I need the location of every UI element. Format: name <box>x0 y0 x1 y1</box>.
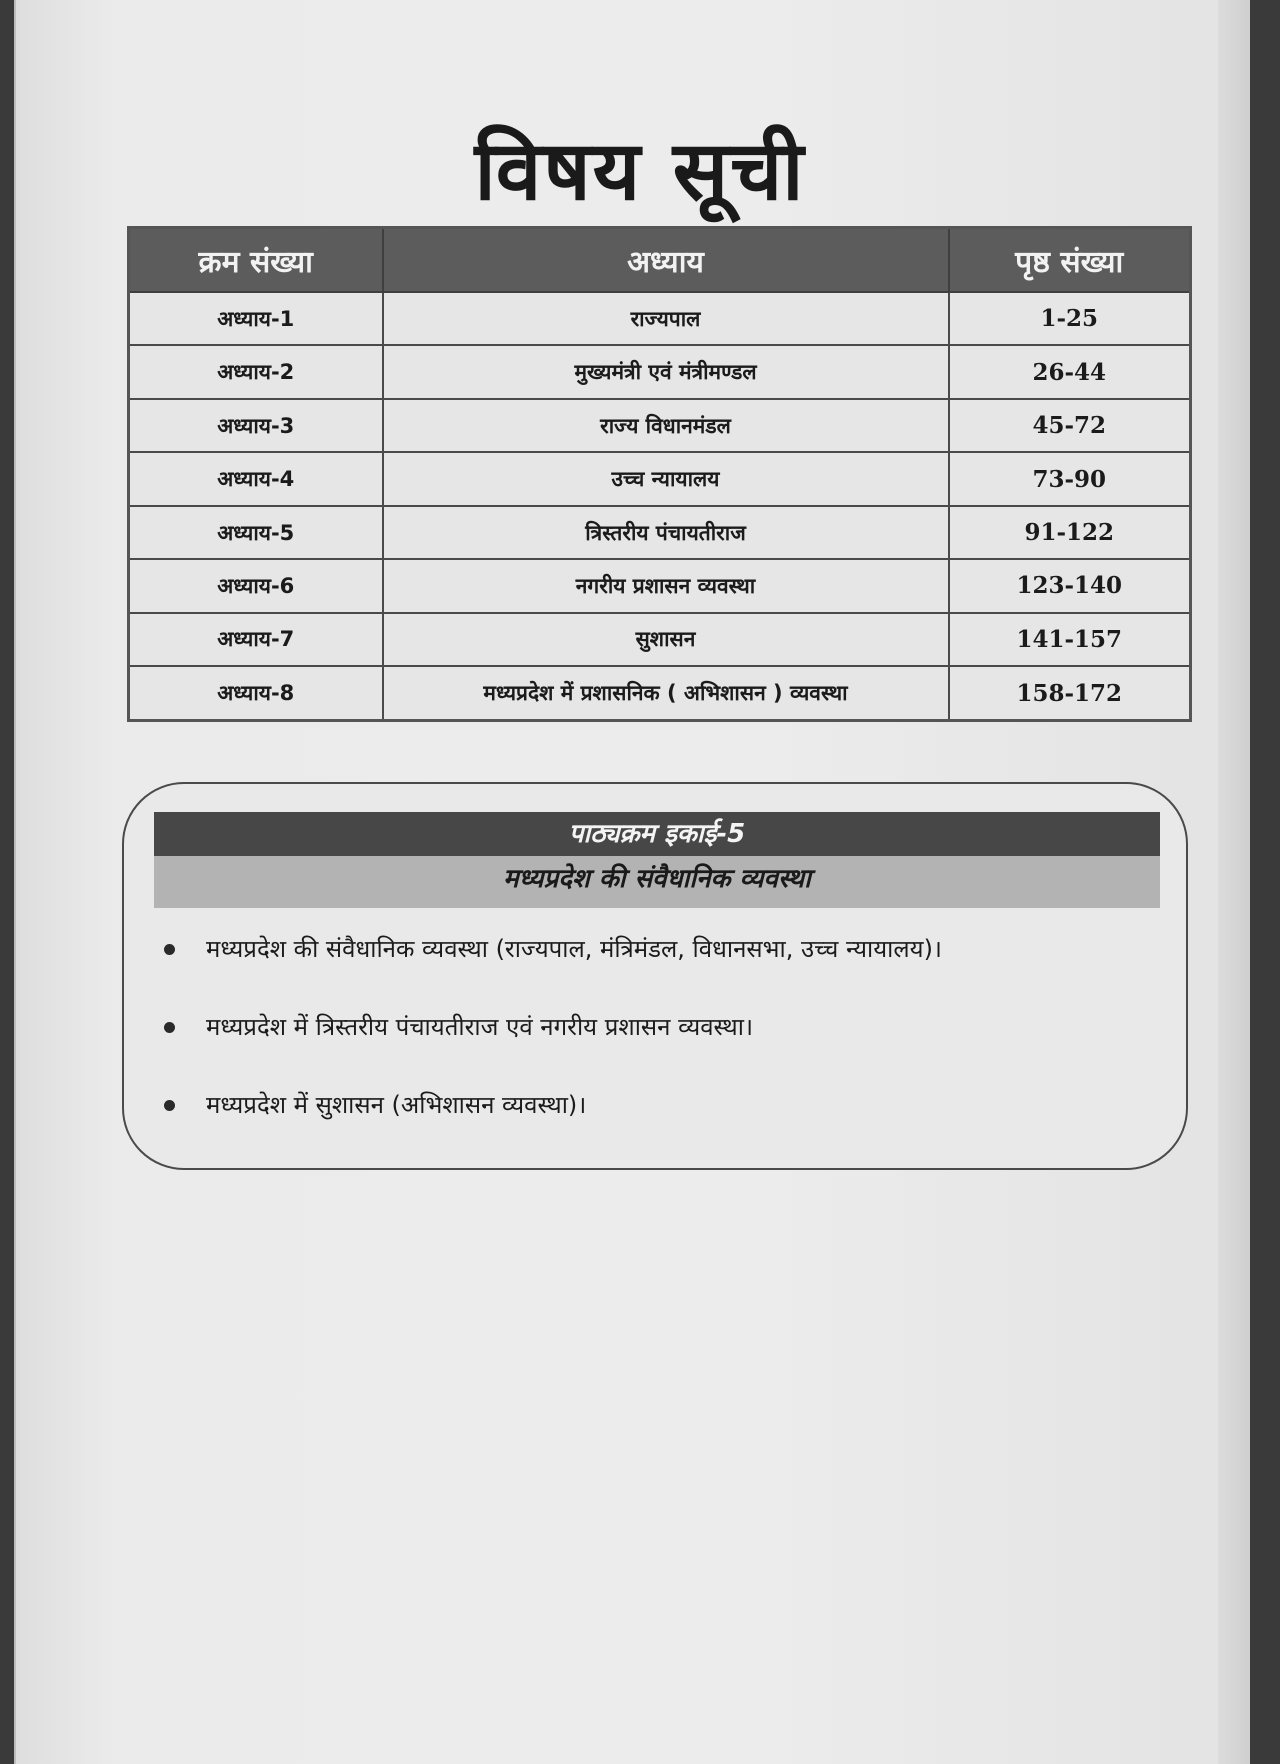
page-range: 141-157 <box>949 613 1191 666</box>
chapter-title: राज्यपाल <box>383 292 949 345</box>
chapter-number: अध्याय-1 <box>129 292 383 345</box>
chapter-number: अध्याय-7 <box>129 613 383 666</box>
list-item-text: मध्यप्रदेश में सुशासन (अभिशासन व्यवस्था)। <box>206 1091 587 1119</box>
page-range: 123-140 <box>949 559 1191 612</box>
list-item-text: मध्यप्रदेश में त्रिस्तरीय पंचायतीराज एवं नगरीय प्रशासन व्यवस्था। <box>206 1013 754 1041</box>
header-pages: पृष्ठ संख्या <box>949 228 1191 293</box>
page-range: 91-122 <box>949 506 1191 559</box>
bullet-icon <box>164 944 175 955</box>
table-row <box>129 292 1191 345</box>
list-item-text: मध्यप्रदेश की संवैधानिक व्यवस्था (राज्यपाल, मंत्रिमंडल, विधानसभा, उच्च न्यायालय)। <box>206 935 943 963</box>
page-range: 158-172 <box>949 666 1191 720</box>
table-row <box>129 666 1191 720</box>
chapter-title: उच्च न्यायालय <box>383 452 949 505</box>
chapter-number: अध्याय-3 <box>129 399 383 452</box>
chapter-number: अध्याय-8 <box>129 666 383 720</box>
header-serial: क्रम संख्या <box>129 228 383 293</box>
table-row <box>129 399 1191 452</box>
contents-table <box>127 226 1192 722</box>
syllabus-box <box>122 782 1188 1170</box>
header-chapter: अध्याय <box>383 228 949 293</box>
chapter-title: मध्यप्रदेश में प्रशासनिक ( अभिशासन ) व्यवस्था <box>383 666 949 720</box>
chapter-title: त्रिस्तरीय पंचायतीराज <box>383 506 949 559</box>
chapter-title: राज्य विधानमंडल <box>383 399 949 452</box>
chapter-number: अध्याय-5 <box>129 506 383 559</box>
table-row <box>129 345 1191 398</box>
chapter-number: अध्याय-4 <box>129 452 383 505</box>
bullet-icon <box>164 1100 175 1111</box>
list-item <box>162 1012 1146 1090</box>
list-item <box>162 1090 1146 1168</box>
table-row <box>129 452 1191 505</box>
page-range: 1-25 <box>949 292 1191 345</box>
bullet-icon <box>164 1022 175 1033</box>
table-row <box>129 613 1191 666</box>
chapter-number: अध्याय-2 <box>129 345 383 398</box>
table-row <box>129 506 1191 559</box>
chapter-title: नगरीय प्रशासन व्यवस्था <box>383 559 949 612</box>
unit-heading: पाठ्यक्रम इकाई-5 <box>154 812 1160 856</box>
chapter-title: सुशासन <box>383 613 949 666</box>
unit-subtitle: मध्यप्रदेश की संवैधानिक व्यवस्था <box>154 856 1160 908</box>
syllabus-points <box>162 934 1146 1168</box>
table-header-row <box>129 228 1191 293</box>
page-range: 26-44 <box>949 345 1191 398</box>
page-range: 45-72 <box>949 399 1191 452</box>
list-item <box>162 934 1146 1012</box>
chapter-number: अध्याय-6 <box>129 559 383 612</box>
table-row <box>129 559 1191 612</box>
chapter-title: मुख्यमंत्री एवं मंत्रीमण्डल <box>383 345 949 398</box>
page-title: विषय सूची <box>474 124 806 219</box>
page-edge <box>1218 0 1250 1764</box>
page-range: 73-90 <box>949 452 1191 505</box>
